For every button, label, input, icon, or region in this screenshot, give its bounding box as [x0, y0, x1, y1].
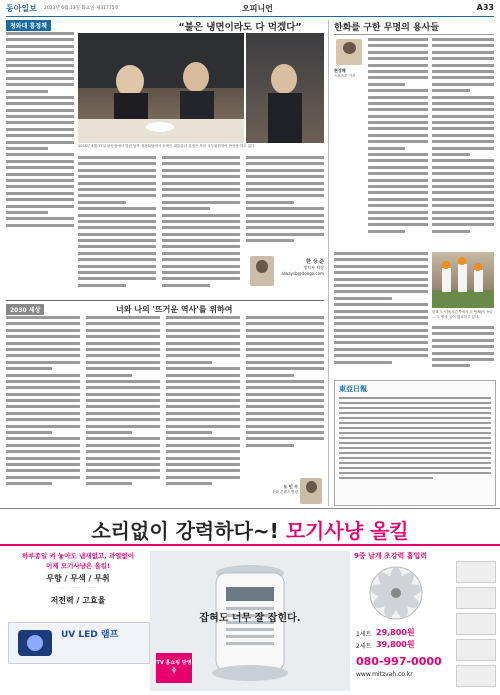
col2030-text-d: [246, 316, 324, 476]
section-title: 오피니언: [242, 4, 273, 13]
donga-info-box: [334, 380, 496, 506]
column-2030-label: 2030 세상: [6, 304, 44, 315]
editorial-right-column: [246, 156, 324, 251]
ad-right-title: 9중 날개 초강력 흡입력: [354, 552, 428, 560]
info-box-text: [339, 397, 491, 501]
col2030-author-photo: [300, 478, 322, 504]
author-photo: [250, 256, 274, 286]
right-col-text-a: [368, 38, 428, 248]
editorial-label: 청와대 흥정책: [6, 20, 51, 31]
right-photo-caption: 한화 노시환(오른쪽에서 두 번째)이 9일 … 두 팔을 들어 환호하고 있다.: [432, 310, 493, 319]
info-box-logo: 東亞日報: [339, 385, 367, 393]
uv-led-title: UV LED 램프: [61, 630, 119, 640]
order-website[interactable]: www.mitzvah.co.kr: [356, 671, 413, 678]
ad-center-slogan: 잡혀도 너무 잘 잡힌다.: [199, 613, 301, 624]
column-2030-headline: 너와 나의 '뜨거운 역사'를 위하여: [116, 305, 233, 314]
ad-left-panel: 하루종일 켜 놓아도 냄새없고, 과열없이 이제 모기사냥은 올킬! 무향 / 무색 / 무취 · · · · · · · · · · · · · · · · 저전력 / 고효율: [22, 552, 134, 605]
summit-side-photo: [246, 33, 324, 143]
price-1: 29,800원: [376, 628, 415, 637]
price-1-label: 1세트: [356, 631, 372, 638]
col2030-text-a: [6, 316, 80, 506]
editorial-byline: 한 상 준 정치부 차장 alwaysb@donga.com: [281, 259, 324, 276]
issue-date: 2023년 6월 13일 화요일 제31775호: [44, 6, 119, 11]
ad-right-panel: [352, 551, 498, 691]
mosquito-trap-ad[interactable]: [0, 508, 500, 692]
right-author-byline: 현정혜 스포츠부 기자: [334, 68, 356, 78]
tv-badge: TV 홈쇼핑 방영중: [156, 653, 192, 683]
col2030-byline: 도 민 수 문화 콘텐츠 팀장: [272, 484, 298, 494]
masthead: [6, 2, 494, 17]
price-2-label: 2세트: [356, 643, 372, 650]
editorial-mid2-column: [162, 156, 240, 296]
uv-led-panel: [8, 622, 150, 664]
editorial-photo-caption: 2018년 4월 27일 판문점에서 열린 남북 정상회담에서 문재인 대통령과 김정은 북한 국무위원장이 만찬을 하고 있다.: [78, 144, 256, 148]
order-phone[interactable]: 080-997-0000: [356, 655, 442, 668]
right-col-text-c: [334, 252, 428, 377]
product-thumbs: [456, 561, 496, 687]
price-2: 39,800원: [376, 640, 415, 649]
ad-product-image: [150, 551, 350, 691]
editorial-mid-column: [78, 156, 156, 296]
ad-headline: 소리없이 강력하다~! 모기사냥 올킬: [91, 519, 409, 543]
col2030-text-c: [166, 316, 240, 506]
right-column-headline: 한화를 구한 무명의 용사들: [334, 23, 440, 33]
right-col-text-b: [432, 38, 494, 248]
editorial-headline: “불은 냉면이라도 다 먹겠다”: [178, 22, 302, 33]
newspaper-logo: 동아일보: [6, 4, 37, 13]
right-author-photo: [336, 39, 362, 65]
col2030-text-b: [86, 316, 160, 506]
page-number: A33: [476, 3, 494, 12]
summit-dinner-photo: [78, 33, 244, 143]
right-col-text-d: [432, 326, 494, 376]
editorial-left-column: [6, 32, 74, 237]
baseball-celebration-photo: [432, 252, 494, 308]
